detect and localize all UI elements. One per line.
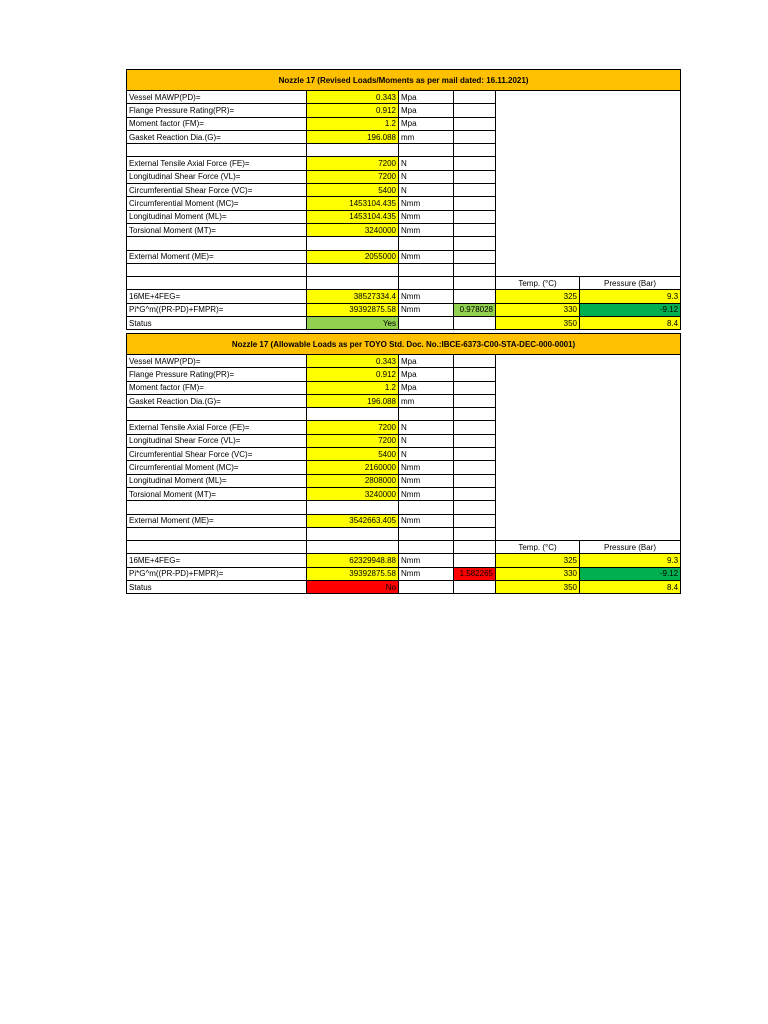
cell-empty xyxy=(454,250,496,263)
cell-empty xyxy=(454,448,496,461)
cell-empty xyxy=(127,144,307,157)
param-value[interactable]: 0.912 xyxy=(307,104,399,117)
eq1-value[interactable]: 62329948.88 xyxy=(307,554,399,567)
cell-empty xyxy=(127,408,307,421)
temp-header: Temp. (°C) xyxy=(496,277,580,290)
pressure-value[interactable]: 8.4 xyxy=(580,581,681,594)
load-unit: N xyxy=(399,170,454,183)
param-unit: Mpa xyxy=(399,355,454,368)
external-moment-unit: Nmm xyxy=(399,250,454,263)
pressure-value[interactable]: 8.4 xyxy=(580,317,681,330)
param-unit: mm xyxy=(399,130,454,143)
cell-empty xyxy=(307,527,399,540)
cell-empty xyxy=(454,277,496,290)
eq2-unit: Nmm xyxy=(399,303,454,316)
ratio-value[interactable]: 1.582265 xyxy=(454,567,496,580)
load-label: Longitudinal Shear Force (VL)= xyxy=(127,434,307,447)
load-unit: Nmm xyxy=(399,474,454,487)
cell-empty xyxy=(399,144,454,157)
eq1-label: 16ME+4FEG= xyxy=(127,290,307,303)
eq2-value[interactable]: 39392875.58 xyxy=(307,567,399,580)
cell-empty xyxy=(454,434,496,447)
temp-value[interactable]: 325 xyxy=(496,554,580,567)
param-label: Flange Pressure Rating(PR)= xyxy=(127,368,307,381)
cell-empty xyxy=(454,368,496,381)
param-unit: mm xyxy=(399,394,454,407)
eq1-unit: Nmm xyxy=(399,290,454,303)
load-unit: N xyxy=(399,448,454,461)
load-label: Longitudinal Shear Force (VL)= xyxy=(127,170,307,183)
pressure-value[interactable]: -9.12 xyxy=(580,303,681,316)
cell-empty xyxy=(454,527,496,540)
cell-empty xyxy=(127,263,307,276)
param-label: Moment factor (FM)= xyxy=(127,381,307,394)
load-label: Circumferential Moment (MC)= xyxy=(127,461,307,474)
temp-value[interactable]: 330 xyxy=(496,303,580,316)
temp-value[interactable]: 330 xyxy=(496,567,580,580)
temp-value[interactable]: 350 xyxy=(496,581,580,594)
load-value[interactable]: 1453104.435 xyxy=(307,210,399,223)
load-value[interactable]: 7200 xyxy=(307,434,399,447)
nozzle-table-revised xyxy=(126,69,681,330)
status-label: Status xyxy=(127,317,307,330)
cell-empty xyxy=(454,501,496,514)
cell-empty xyxy=(454,130,496,143)
temp-header: Temp. (°C) xyxy=(496,541,580,554)
cell-empty xyxy=(454,355,496,368)
load-label: Torsional Moment (MT)= xyxy=(127,487,307,500)
param-unit: Mpa xyxy=(399,91,454,104)
load-unit: Nmm xyxy=(399,487,454,500)
param-label: Vessel MAWP(PD)= xyxy=(127,91,307,104)
pressure-value[interactable]: 9.3 xyxy=(580,554,681,567)
pressure-header: Pressure (Bar) xyxy=(580,277,681,290)
cell-empty xyxy=(454,144,496,157)
load-unit: N xyxy=(399,434,454,447)
cell-empty xyxy=(454,317,496,330)
pressure-header: Pressure (Bar) xyxy=(580,541,681,554)
cell-empty xyxy=(454,223,496,236)
param-value[interactable]: 0.343 xyxy=(307,355,399,368)
cell-empty xyxy=(454,170,496,183)
cell-empty xyxy=(127,237,307,250)
cell-empty-block xyxy=(496,355,681,541)
load-unit: Nmm xyxy=(399,210,454,223)
load-value[interactable]: 7200 xyxy=(307,421,399,434)
eq1-value[interactable]: 38527334.4 xyxy=(307,290,399,303)
cell-empty xyxy=(454,514,496,527)
temp-value[interactable]: 325 xyxy=(496,290,580,303)
cell-empty xyxy=(399,277,454,290)
cell-empty xyxy=(399,263,454,276)
load-label: Circumferential Moment (MC)= xyxy=(127,197,307,210)
cell-empty xyxy=(454,184,496,197)
param-value[interactable]: 0.912 xyxy=(307,368,399,381)
load-label: Circumferential Shear Force (VC)= xyxy=(127,184,307,197)
external-moment-value[interactable]: 2055000 xyxy=(307,250,399,263)
cell-empty xyxy=(307,501,399,514)
eq2-label: Pi*G^m((PR-PD)+FMPR)= xyxy=(127,303,307,316)
external-moment-label: External Moment (ME)= xyxy=(127,250,307,263)
param-label: Gasket Reaction Dia.(G)= xyxy=(127,394,307,407)
external-moment-value[interactable]: 3542663.405 xyxy=(307,514,399,527)
param-unit: Mpa xyxy=(399,368,454,381)
load-value[interactable]: 3240000 xyxy=(307,223,399,236)
cell-empty xyxy=(127,541,307,554)
load-label: Torsional Moment (MT)= xyxy=(127,223,307,236)
load-label: Longitudinal Moment (ML)= xyxy=(127,474,307,487)
external-moment-unit: Nmm xyxy=(399,514,454,527)
param-unit: Mpa xyxy=(399,104,454,117)
cell-empty xyxy=(454,210,496,223)
load-unit: N xyxy=(399,184,454,197)
status-value[interactable]: Yes xyxy=(307,317,399,330)
cell-empty xyxy=(399,237,454,250)
cell-empty xyxy=(454,117,496,130)
load-unit: Nmm xyxy=(399,223,454,236)
nozzle-table-allowable xyxy=(126,333,681,594)
cell-empty xyxy=(454,554,496,567)
cell-empty xyxy=(399,408,454,421)
load-value[interactable]: 2160000 xyxy=(307,461,399,474)
cell-empty xyxy=(307,263,399,276)
cell-empty xyxy=(307,237,399,250)
pressure-value[interactable]: 9.3 xyxy=(580,290,681,303)
cell-empty xyxy=(127,501,307,514)
section-title: Nozzle 17 (Revised Loads/Moments as per mail dated: 16.11.2021) xyxy=(127,70,681,91)
load-label: Circumferential Shear Force (VC)= xyxy=(127,448,307,461)
load-value[interactable]: 3240000 xyxy=(307,487,399,500)
param-label: Gasket Reaction Dia.(G)= xyxy=(127,130,307,143)
section-title: Nozzle 17 (Allowable Loads as per TOYO Std. Doc. No.:IBCE-6373-C00-STA-DEC-000-0001) xyxy=(127,334,681,355)
load-label: External Tensile Axial Force (FE)= xyxy=(127,157,307,170)
load-value[interactable]: 5400 xyxy=(307,184,399,197)
param-value[interactable]: 0.343 xyxy=(307,91,399,104)
param-value[interactable]: 1.2 xyxy=(307,381,399,394)
cell-empty xyxy=(454,157,496,170)
param-label: Vessel MAWP(PD)= xyxy=(127,355,307,368)
eq1-label: 16ME+4FEG= xyxy=(127,554,307,567)
cell-empty xyxy=(454,421,496,434)
status-label: Status xyxy=(127,581,307,594)
param-label: Moment factor (FM)= xyxy=(127,117,307,130)
param-value[interactable]: 196.088 xyxy=(307,130,399,143)
cell-empty xyxy=(454,408,496,421)
load-value[interactable]: 2808000 xyxy=(307,474,399,487)
cell-empty xyxy=(454,541,496,554)
cell-empty xyxy=(454,91,496,104)
external-moment-label: External Moment (ME)= xyxy=(127,514,307,527)
cell-empty xyxy=(454,237,496,250)
temp-value[interactable]: 350 xyxy=(496,317,580,330)
param-value[interactable]: 1.2 xyxy=(307,117,399,130)
param-unit: Mpa xyxy=(399,117,454,130)
cell-empty xyxy=(127,277,307,290)
load-label: External Tensile Axial Force (FE)= xyxy=(127,421,307,434)
load-unit: Nmm xyxy=(399,461,454,474)
cell-empty xyxy=(399,317,454,330)
status-value[interactable]: No xyxy=(307,581,399,594)
load-unit: N xyxy=(399,421,454,434)
cell-empty xyxy=(307,277,399,290)
cell-empty xyxy=(307,408,399,421)
cell-empty xyxy=(454,394,496,407)
cell-empty xyxy=(399,501,454,514)
cell-empty xyxy=(454,197,496,210)
cell-empty xyxy=(454,381,496,394)
param-label: Flange Pressure Rating(PR)= xyxy=(127,104,307,117)
cell-empty xyxy=(307,144,399,157)
eq2-value[interactable]: 39392875.58 xyxy=(307,303,399,316)
cell-empty xyxy=(399,541,454,554)
eq1-unit: Nmm xyxy=(399,554,454,567)
eq2-unit: Nmm xyxy=(399,567,454,580)
cell-empty xyxy=(399,527,454,540)
load-unit: Nmm xyxy=(399,197,454,210)
cell-empty xyxy=(307,541,399,554)
cell-empty xyxy=(454,474,496,487)
load-value[interactable]: 7200 xyxy=(307,157,399,170)
param-value[interactable]: 196.088 xyxy=(307,394,399,407)
load-label: Longitudinal Moment (ML)= xyxy=(127,210,307,223)
cell-empty-block xyxy=(496,91,681,277)
load-value[interactable]: 7200 xyxy=(307,170,399,183)
cell-empty xyxy=(454,581,496,594)
cell-empty xyxy=(454,263,496,276)
load-value[interactable]: 5400 xyxy=(307,448,399,461)
cell-empty xyxy=(454,104,496,117)
load-unit: N xyxy=(399,157,454,170)
pressure-value[interactable]: -9.12 xyxy=(580,567,681,580)
cell-empty xyxy=(454,290,496,303)
param-unit: Mpa xyxy=(399,381,454,394)
load-value[interactable]: 1453104.435 xyxy=(307,197,399,210)
ratio-value[interactable]: 0.978028 xyxy=(454,303,496,316)
cell-empty xyxy=(399,581,454,594)
eq2-label: Pi*G^m((PR-PD)+FMPR)= xyxy=(127,567,307,580)
cell-empty xyxy=(127,527,307,540)
cell-empty xyxy=(454,461,496,474)
cell-empty xyxy=(454,487,496,500)
